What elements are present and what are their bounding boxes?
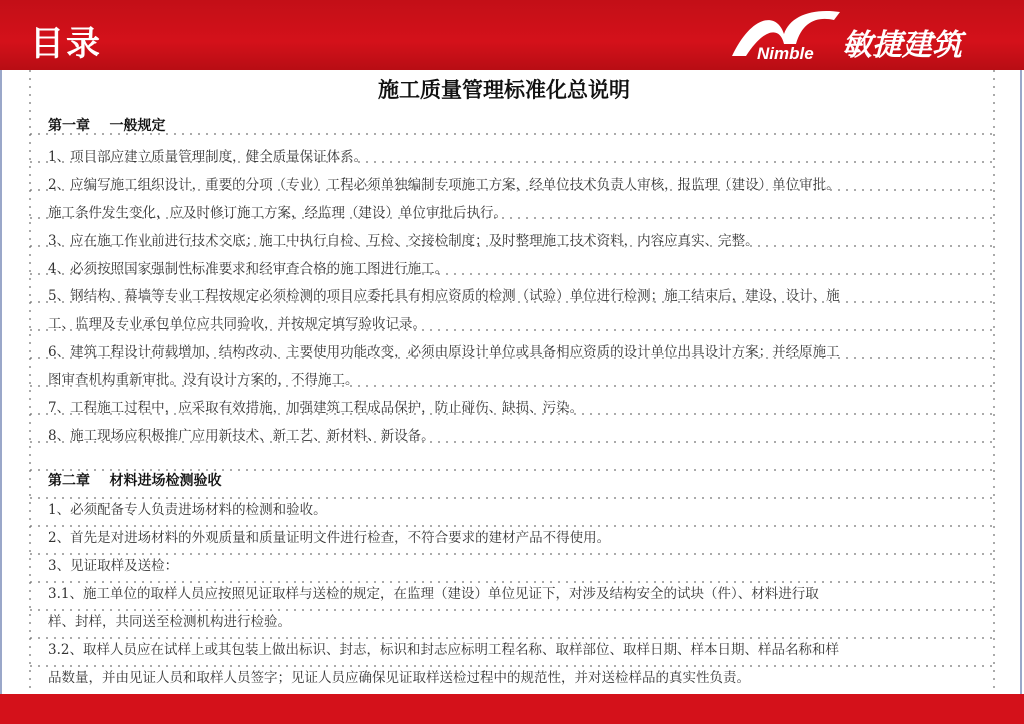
- header-bar: [0, 0, 1024, 70]
- right-border: [1020, 70, 1022, 694]
- header-title: 目录: [30, 24, 102, 64]
- paragraph-line: 2、首先是对进场材料的外观质量和质量证明文件进行检查，不符合要求的建材产品不得使用。: [48, 530, 611, 546]
- paragraph-line: 3、见证取样及送检：: [48, 558, 179, 574]
- paragraph-line: 1、项目部应建立质量管理制度，健全质量保证体系。: [48, 149, 368, 165]
- paragraph-line: 3.1、施工单位的取样人员应按照见证取样与送检的规定，在监理（建设）单位见证下，对涉及结构安全的试块（件）、材料进行取: [48, 586, 819, 602]
- paragraph-line: 2、应编写施工组织设计，重要的分项（专业）工程必须单独编制专项施工方案，经单位技术负责人审核，报监理（建设）单位审批。: [48, 177, 840, 193]
- chapter-heading: 第二章 材料进场检测验收: [48, 473, 222, 489]
- paragraph-line: 图审查机构重新审批。没有设计方案的，不得施工。: [48, 372, 359, 388]
- document-title: 施工质量管理标准化总说明: [378, 78, 630, 102]
- logo-brand-text: Nimble: [757, 44, 814, 63]
- paragraph-line: 工、监理及专业承包单位应共同验收，并按规定填写验收记录。: [48, 316, 426, 332]
- footer-bar: [0, 694, 1024, 724]
- paragraph-line: 品数量，并由见证人员和取样人员签字；见证人员应确保见证取样送检过程中的规范性，并对送检样品的真实性负责。: [48, 670, 750, 686]
- paragraph-line: 7、工程施工过程中，应采取有效措施，加强建筑工程成品保护，防止碰伤、缺损、污染。: [48, 400, 584, 416]
- paragraph-line: 3、应在施工作业前进行技术交底；施工中执行自检、互检、交接检制度；及时整理施工技术资料，内容应真实、完整。: [48, 233, 759, 249]
- paragraph-line: 1、必须配备专人负责进场材料的检测和验收。: [48, 502, 327, 518]
- paragraph-line: 3.2、取样人员应在试样上或其包装上做出标识、封志，标识和封志应标明工程名称、取样部位、取样日期、样本日期、样品名称和样: [48, 642, 839, 658]
- chapter-heading: 第一章 一般规定: [48, 118, 166, 134]
- paragraph-line: 8、施工现场应积极推广应用新技术、新工艺、新材料、新设备。: [48, 428, 435, 444]
- paragraph-line: 施工条件发生变化，应及时修订施工方案，经监理（建设）单位审批后执行。: [48, 205, 507, 221]
- brand-logo: [722, 4, 1012, 66]
- logo-name-text: 敏捷建筑: [842, 28, 962, 63]
- paragraph-line: 样、封样，共同送至检测机构进行检验。: [48, 614, 291, 630]
- paragraph-line: 5、钢结构、幕墙等专业工程按规定必须检测的项目应委托具有相应资质的检测（试验）单位进行检测；施工结束后，建设、设计、施: [48, 288, 840, 304]
- left-border: [0, 70, 2, 694]
- paragraph-line: 4、必须按照国家强制性标准要求和经审查合格的施工图进行施工。: [48, 261, 449, 277]
- paragraph-line: 6、建筑工程设计荷载增加、结构改动、主要使用功能改变，必须由原设计单位或具备相应资质的设计单位出具设计方案；并经原施工: [48, 344, 840, 360]
